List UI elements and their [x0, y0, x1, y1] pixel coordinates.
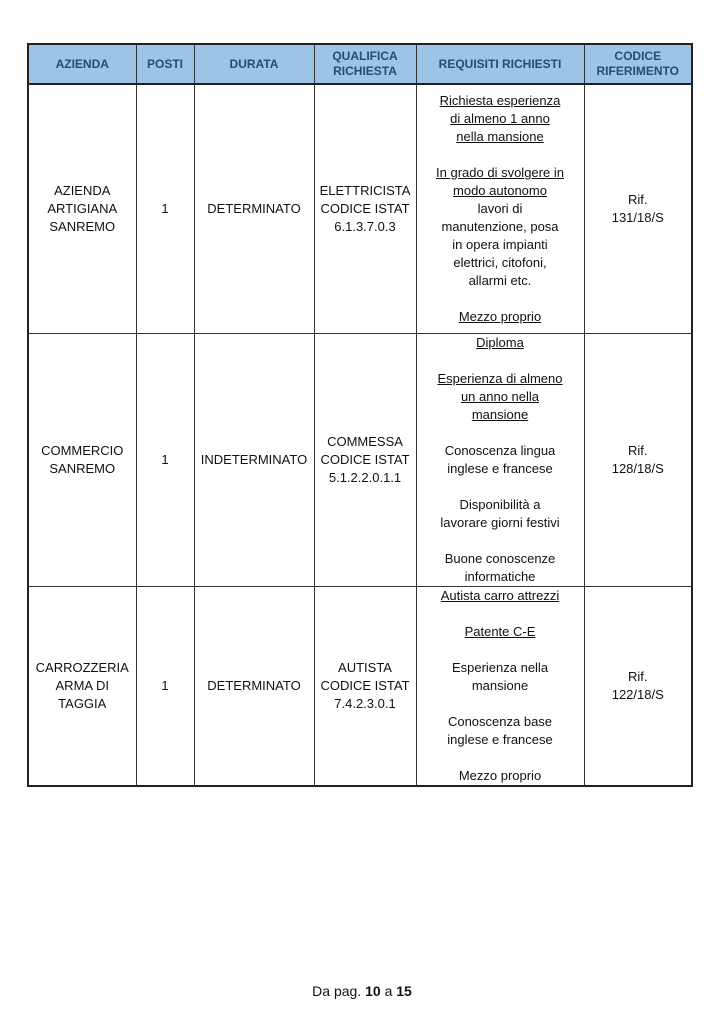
cell-codice: [584, 84, 692, 333]
cell-requisiti: [416, 333, 584, 586]
cell-qualifica: [314, 333, 416, 586]
requirement-line: di almeno 1 anno: [450, 110, 550, 126]
table-header-row: [28, 44, 692, 84]
requirement-item: [421, 587, 580, 605]
cell-azienda-line: ARMA DI: [55, 677, 109, 693]
header-requisiti: REQUISITI RICHIESTI: [416, 44, 584, 84]
requirement-line: Richiesta esperienza: [439, 92, 561, 108]
cell-posti: 1: [136, 84, 194, 333]
requirement-line: Mezzo proprio: [458, 767, 542, 783]
header-qualifica-line2: RICHIESTA: [333, 64, 397, 78]
requirement-line: Disponibilità a: [459, 496, 541, 512]
requirement-line: inglese e francese: [447, 731, 553, 747]
cell-qualifica-line: CODICE ISTAT: [320, 451, 410, 467]
header-qualifica: [314, 44, 416, 84]
cell-codice-line: 122/18/S: [611, 686, 664, 702]
requirement-line: Esperienza di almeno: [437, 370, 563, 386]
requirement-line: manutenzione, posa: [441, 218, 559, 234]
cell-codice-line: 131/18/S: [611, 209, 664, 225]
cell-durata: DETERMINATO: [194, 84, 314, 333]
header-codice-line2: RIFERIMENTO: [596, 64, 679, 78]
cell-requisiti: [416, 84, 584, 333]
footer-current-page: 10: [365, 983, 381, 999]
requirement-item: [421, 164, 580, 290]
requirement-item: [421, 92, 580, 146]
header-codice-line1: CODICE: [614, 49, 662, 63]
cell-qualifica: [314, 84, 416, 333]
requirement-line: Autista carro attrezzi: [440, 587, 560, 603]
cell-azienda-line: COMMERCIO: [41, 442, 124, 458]
cell-codice: [584, 333, 692, 586]
requirement-line: inglese e francese: [447, 460, 553, 476]
cell-qualifica-line: ELETTRICISTA: [319, 182, 411, 198]
cell-azienda: [28, 333, 136, 586]
cell-codice-line: Rif.: [628, 442, 648, 458]
requirement-line: In grado di svolgere in: [436, 164, 564, 180]
footer-separator: a: [384, 983, 393, 999]
table-row: [28, 84, 692, 333]
requirement-line: Mezzo proprio: [458, 308, 542, 324]
footer-total-pages: 15: [396, 983, 412, 999]
requirement-item: [421, 334, 580, 352]
requirement-line: Esperienza nella: [451, 659, 549, 675]
requirement-line: Buone conoscenze: [444, 550, 556, 566]
requirement-item: [421, 370, 580, 424]
cell-codice: [584, 586, 692, 786]
requirement-item: [421, 550, 580, 586]
requirement-line: mansione: [471, 406, 529, 422]
header-qualifica-line1: QUALIFICA: [332, 49, 398, 63]
cell-qualifica: [314, 586, 416, 786]
cell-azienda-line: TAGGIA: [58, 695, 107, 711]
cell-azienda-line: AZIENDA: [54, 182, 111, 198]
cell-codice-line: Rif.: [628, 668, 648, 684]
table-row: [28, 333, 692, 586]
requirement-line: Patente C-E: [464, 623, 536, 639]
requirement-line: lavori di: [477, 200, 523, 216]
requirement-item: [421, 496, 580, 532]
requirement-line: allarmi etc.: [468, 272, 532, 288]
cell-azienda-line: SANREMO: [49, 460, 116, 476]
cell-durata: INDETERMINATO: [194, 333, 314, 586]
cell-codice-line: Rif.: [628, 191, 648, 207]
requirement-line: Conoscenza base: [447, 713, 553, 729]
cell-qualifica-line: 7.4.2.3.0.1: [334, 695, 396, 711]
requirement-line: mansione: [471, 677, 529, 693]
requirement-line: elettrici, citofoni,: [453, 254, 547, 270]
requirement-item: [421, 623, 580, 641]
header-durata: DURATA: [194, 44, 314, 84]
page-footer: [0, 983, 724, 999]
requirement-item: [421, 713, 580, 749]
requirement-line: Diploma: [476, 334, 524, 350]
cell-qualifica-line: 6.1.3.7.0.3: [334, 218, 396, 234]
requirement-line: lavorare giorni festivi: [440, 514, 560, 530]
cell-qualifica-line: CODICE ISTAT: [320, 677, 410, 693]
cell-durata: DETERMINATO: [194, 586, 314, 786]
requirement-line: informatiche: [464, 568, 536, 584]
cell-azienda-line: CARROZZERIA: [35, 659, 129, 675]
cell-azienda-line: ARTIGIANA: [47, 200, 118, 216]
requirement-item: [421, 308, 580, 326]
requirement-line: modo autonomo: [453, 182, 547, 198]
cell-azienda: [28, 586, 136, 786]
requirement-line: Conoscenza lingua: [444, 442, 556, 458]
header-codice: [584, 44, 692, 84]
cell-azienda-line: SANREMO: [49, 218, 116, 234]
requirement-item: [421, 442, 580, 478]
header-azienda: AZIENDA: [28, 44, 136, 84]
table-row: [28, 586, 692, 786]
cell-codice-line: 128/18/S: [611, 460, 664, 476]
cell-azienda: [28, 84, 136, 333]
requirement-item: [421, 767, 580, 785]
cell-qualifica-line: AUTISTA: [338, 659, 392, 675]
job-offers-table: [27, 43, 693, 787]
cell-requisiti: [416, 586, 584, 786]
requirement-line: nella mansione: [456, 128, 544, 144]
cell-qualifica-line: CODICE ISTAT: [320, 200, 410, 216]
requirement-item: [421, 659, 580, 695]
requirement-line: in opera impianti: [452, 236, 548, 252]
footer-prefix: Da pag.: [312, 983, 362, 999]
cell-posti: 1: [136, 586, 194, 786]
cell-posti: 1: [136, 333, 194, 586]
cell-qualifica-line: COMMESSA: [327, 433, 403, 449]
requirement-line: un anno nella: [460, 388, 540, 404]
header-posti: POSTI: [136, 44, 194, 84]
cell-qualifica-line: 5.1.2.2.0.1.1: [328, 469, 402, 485]
